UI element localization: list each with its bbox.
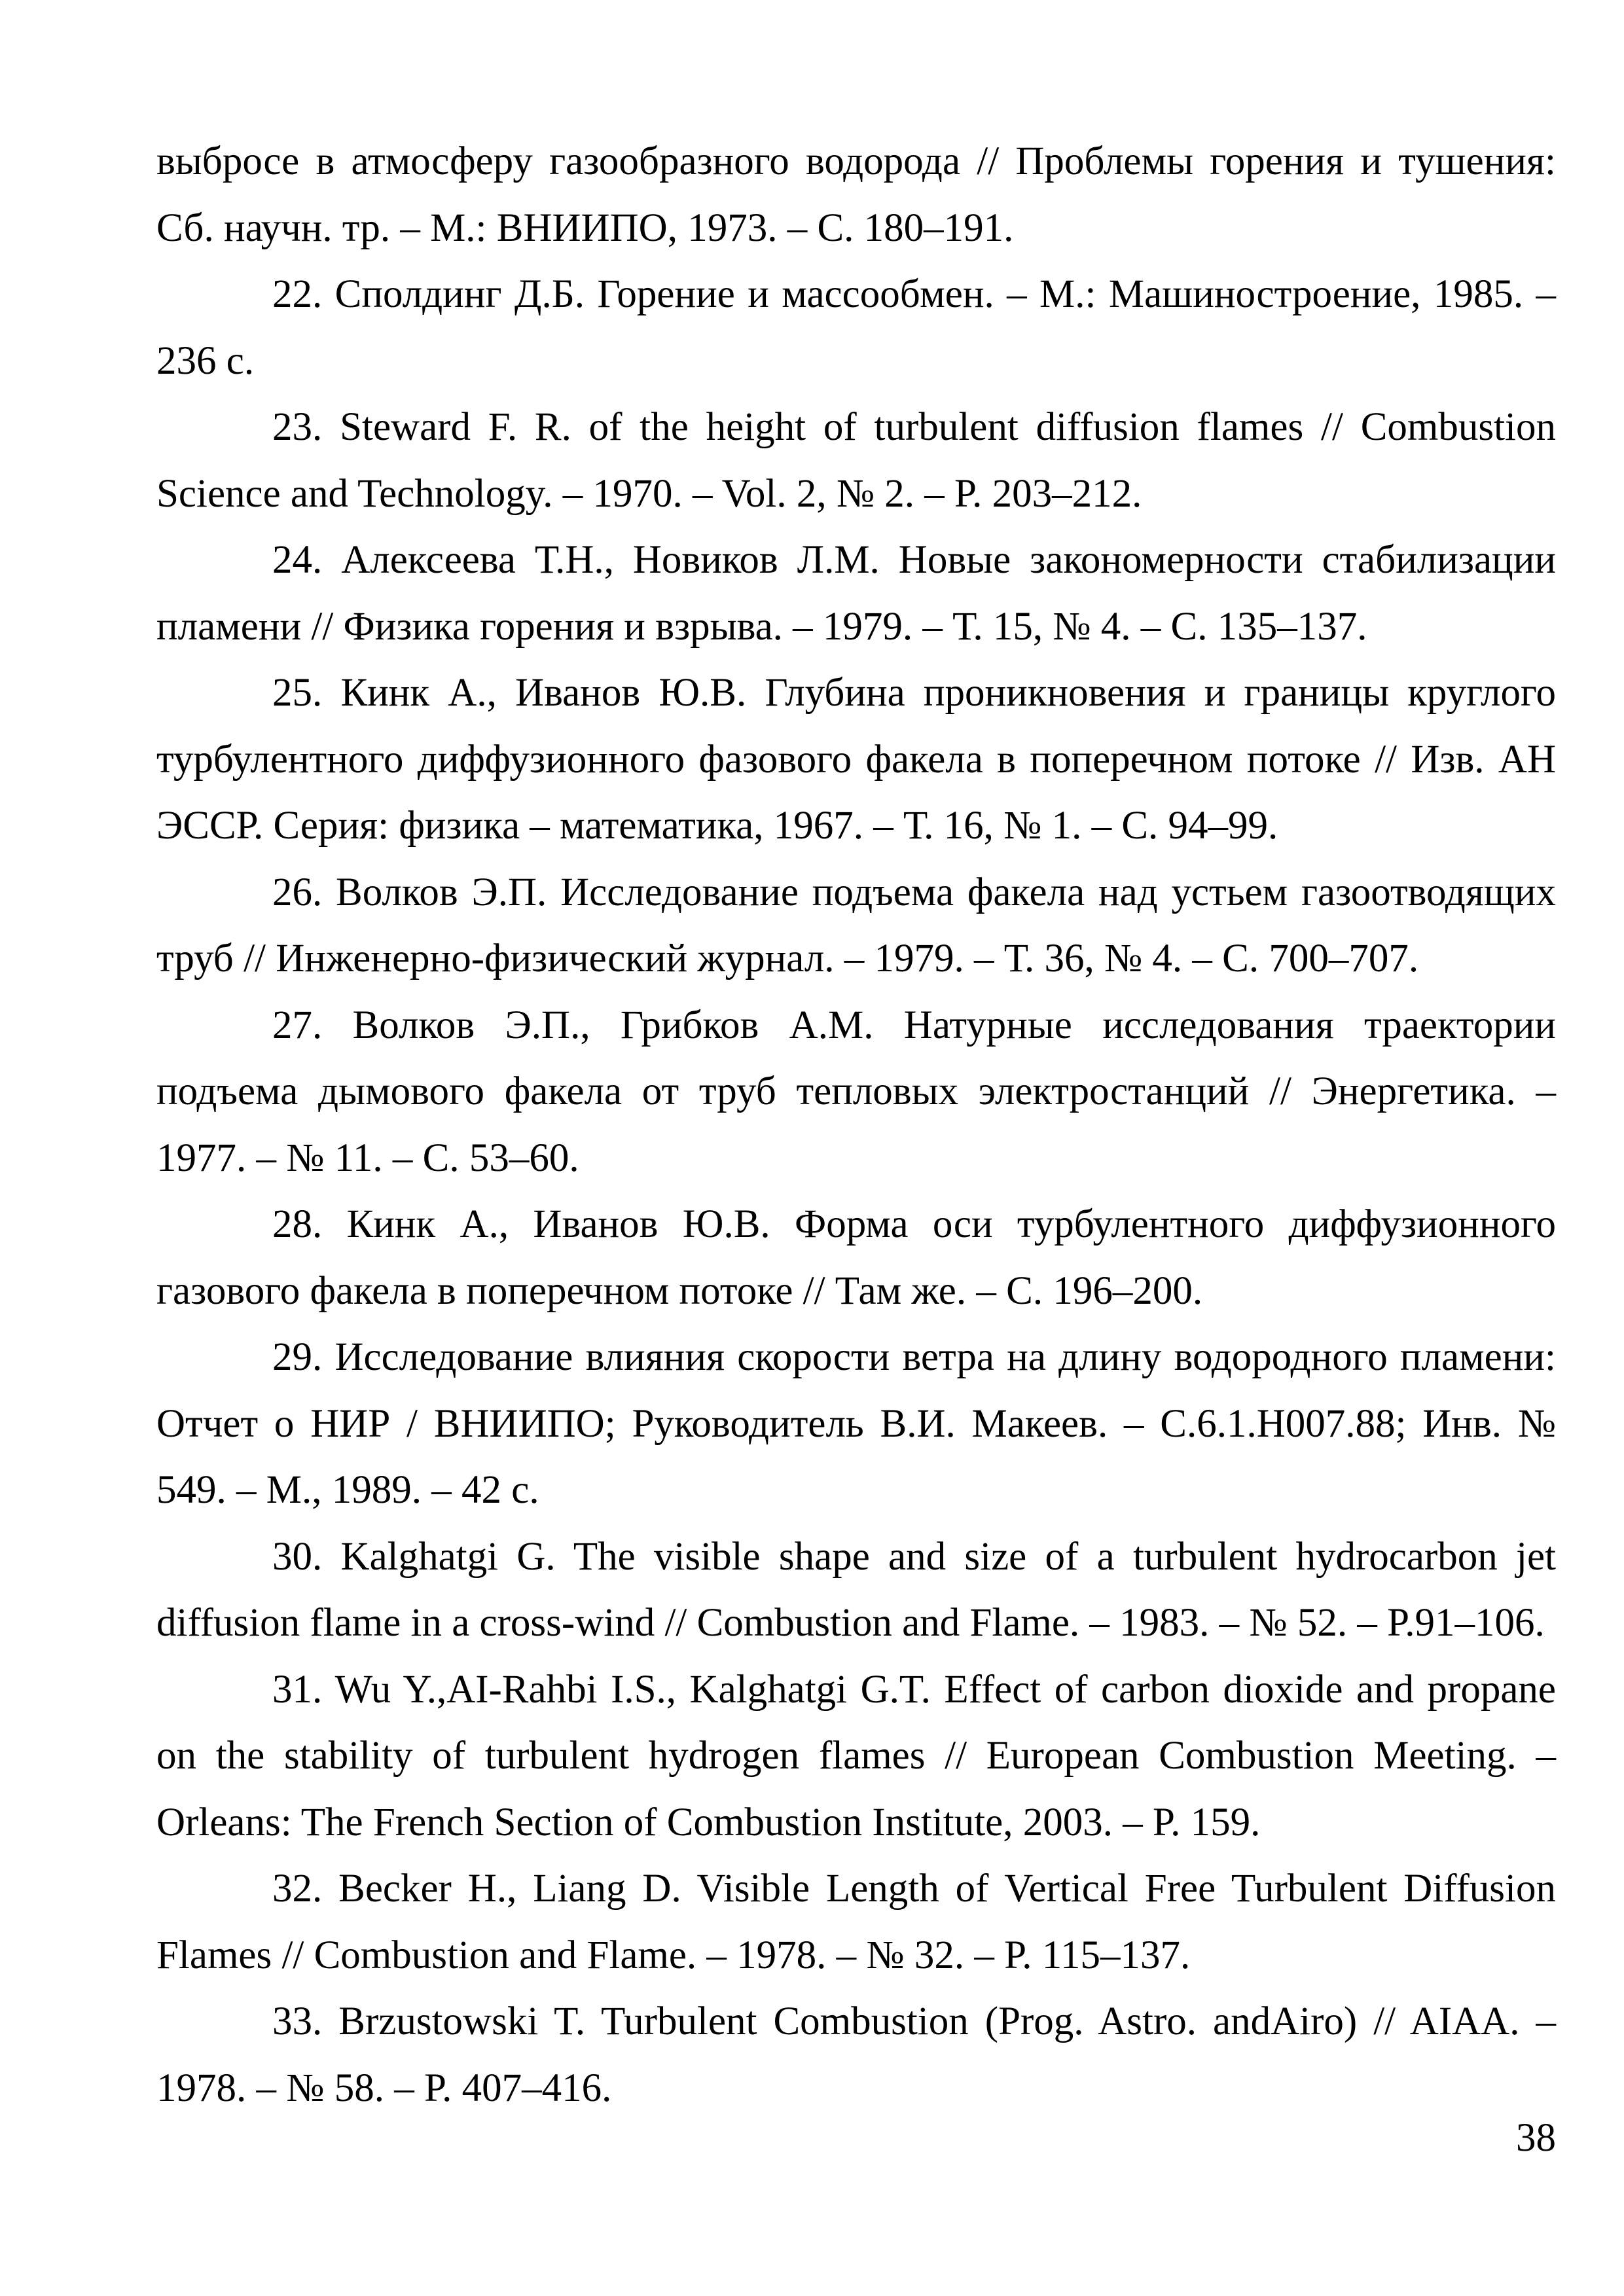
reference-item: 29. Исследование влияния скорости ветра на длину водородного пламени: Отчет о НИР / ВНИИПО; Руководитель В.И. Макеев. – С.6.1.Н007.88; Инв. № 549. – М., 1989. – 42 с. [156, 1335, 1556, 1512]
reference-item: 26. Волков Э.П. Исследование подъема факела над устьем газоотводящих труб // Инженерно-физический журнал. – 1979. – Т. 36, № 4. – С. 700–707. [156, 870, 1556, 980]
reference-list [156, 128, 1556, 2121]
reference-item: 23. Steward F. R. of the height of turbulent diffusion flames // Combustion Science and Technology. – 1970. – Vol. 2, № 2. – P. 203–212. [156, 405, 1556, 516]
reference-item: 32. Becker H., Liang D. Visible Length of Vertical Free Turbulent Diffusion Flames // Combustion and Flame. – 1978. – № 32. – P. 115–137. [156, 1867, 1556, 1977]
reference-continuation: выбросе в атмосферу газообразного водорода // Проблемы горения и тушения: Сб. научн. тр. – М.: ВНИИПО, 1973. – С. 180–191. [156, 139, 1556, 250]
reference-item: 24. Алексеева Т.Н., Новиков Л.М. Новые закономерности стабилизации пламени // Физика горения и взрыва. – 1979. – Т. 15, № 4. – С. 135–137. [156, 538, 1556, 649]
reference-item: 25. Кинк А., Иванов Ю.В. Глубина проникновения и границы круглого турбулентного диффузионного фазового факела в поперечном потоке // Изв. АН ЭССР. Серия: физика – математика, 1967. – Т. 16, № 1. – С. 94–99. [156, 671, 1556, 848]
reference-item: 30. Kalghatgi G. The visible shape and size of a turbulent hydrocarbon jet diffusion flame in a cross-wind // Combustion and Flame. – 1983. – № 52. – P.91–106. [156, 1534, 1556, 1645]
reference-item: 22. Сполдинг Д.Б. Горение и массообмен. – М.: Машиностроение, 1985. – 236 с. [156, 272, 1556, 383]
reference-item: 28. Кинк А., Иванов Ю.В. Форма оси турбулентного диффузионного газового факела в поперечном потоке // Там же. – С. 196–200. [156, 1202, 1556, 1313]
page-number: 38 [1516, 2116, 1556, 2160]
reference-item: 33. Brzustowski T. Turbulent Combustion (Prog. Astro. andAiro) // AIAA. – 1978. – № 58. – P. 407–416. [156, 2000, 1556, 2110]
reference-item: 27. Волков Э.П., Грибков А.М. Натурные исследования траектории подъема дымового факела от труб тепловых электростанций // Энергетика. – 1977. – № 11. – С. 53–60. [156, 1003, 1556, 1180]
reference-item: 31. Wu Y.,AI-Rahbi I.S., Kalghatgi G.T. Effect of carbon dioxide and propane on the stability of turbulent hydrogen flames // European Combustion Meeting. – Orleans: The French Section of Combustion Institute, 2003. – P. 159. [156, 1667, 1556, 1844]
